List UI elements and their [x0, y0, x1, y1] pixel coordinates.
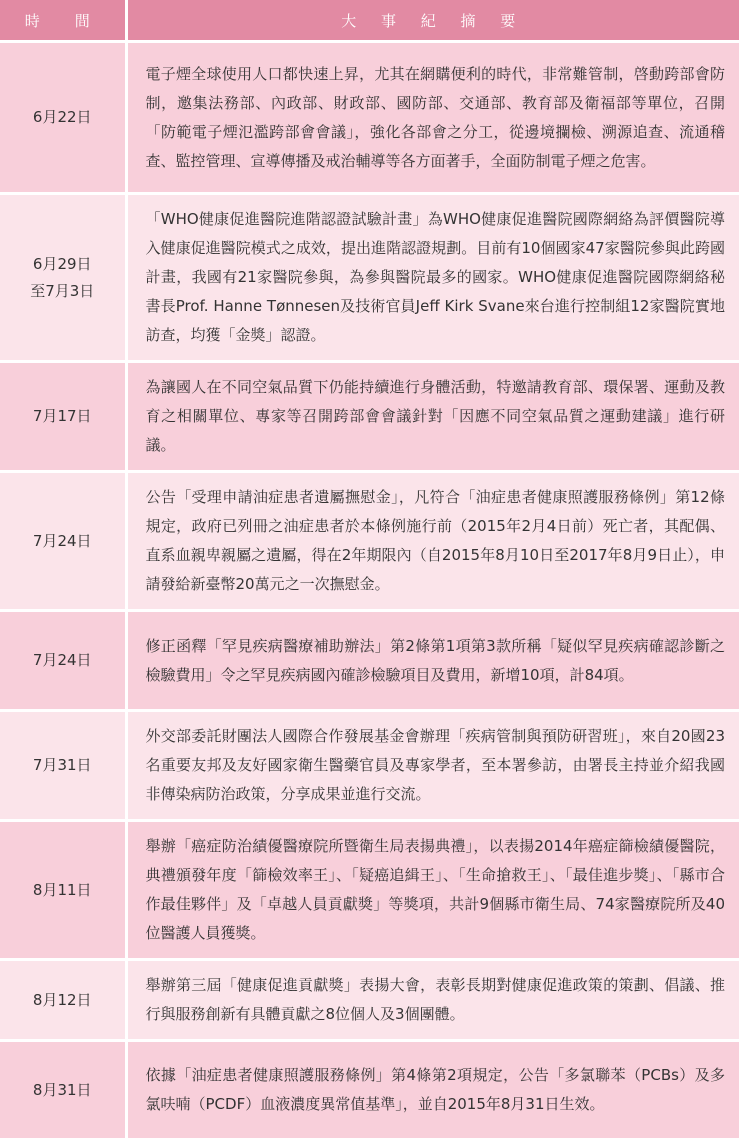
table-row — [0, 611, 739, 711]
table-row — [0, 960, 739, 1041]
event-description: 為讓國人在不同空氣品質下仍能持續進行身體活動，特邀請教育部、環保署、運動及教育之相關單位、專家等召開跨部會會議針對「因應不同空氣品質之運動建議」進行研議。 — [126, 362, 739, 472]
date-text: 8月11日 — [32, 880, 92, 899]
date-text: 6月22日 — [32, 108, 92, 126]
date-cell — [0, 42, 126, 194]
table-row — [0, 1041, 739, 1140]
event-description: 舉辦「癌症防治績優醫療院所暨衛生局表揚典禮」，以表揚2014年癌症篩檢績優醫院，典禮頒發年度「篩檢效率王」、「疑癌追緝王」、「生命搶救王」、「最佳進步獎」、「縣市合作最佳夥伴」及「卓越人員貢獻獎」等獎項，共計9個縣市衛生局、74家醫療院所及40位醫護人員獲獎。 — [126, 821, 739, 960]
date-column-header: 時 間 — [0, 0, 126, 42]
date-text: 7月24日 — [32, 651, 92, 669]
date-text: 7月31日 — [32, 756, 92, 774]
event-description: 電子煙全球使用人口都快速上昇，尤其在網購便利的時代，非常難管制，啓動跨部會防制，邀集法務部、內政部、財政部、國防部、交通部、教育部及衛福部等單位，召開「防範電子煙氾濫跨部會會議」，強化各部會之分工，從邊境攔檢、溯源追查、流通稽查、監控管理、宣導傳播及戒治輔導等各方面著手，全面防制電子煙之危害。 — [126, 42, 739, 194]
date-cell — [0, 821, 126, 960]
event-description: 修正函釋「罕見疾病醫療補助辦法」第2條第1項第3款所稱「疑似罕見疾病確認診斷之檢驗費用」令之罕見疾病國內確診檢驗項目及費用，新增10項，計84項。 — [126, 611, 739, 711]
table-row — [0, 711, 739, 821]
table-row — [0, 472, 739, 611]
date-cell — [0, 960, 126, 1041]
table-row — [0, 194, 739, 362]
date-text: 6月29日 — [32, 254, 92, 273]
date-cell — [0, 194, 126, 362]
event-column-header: 大 事 紀 摘 要 — [126, 0, 739, 42]
event-description: 「WHO健康促進醫院進階認證試驗計畫」為WHO健康促進醫院國際網絡為評價醫院導入健康促進醫院模式之成效，提出進階認證規劃。目前有10個國家47家醫院參與此跨國計畫，我國有21家醫院參與，為參與醫院最多的國家。WHO健康促進醫院國際網絡秘書長Prof. Hanne Tønnesen及技術官員Jeff Kirk Svane來台進行控制組12家醫院實地訪查，均獲「金獎」認證。 — [126, 194, 739, 362]
table-row — [0, 42, 739, 194]
date-text: 7月24日 — [32, 531, 92, 550]
table-header — [0, 0, 739, 42]
date-text: 8月12日 — [32, 990, 92, 1009]
date-cell — [0, 472, 126, 611]
table-row — [0, 362, 739, 472]
event-description: 外交部委託財團法人國際合作發展基金會辦理「疾病管制與預防研習班」，來自20國23名重要友邦及友好國家衛生醫藥官員及專家學者，至本署參訪，由署長主持並介紹我國非傳染病防治政策，分享成果並進行交流。 — [126, 711, 739, 821]
date-cell — [0, 362, 126, 472]
date-cell — [0, 711, 126, 821]
event-description: 舉辦第三屆「健康促進貢獻獎」表揚大會，表彰長期對健康促進政策的策劃、倡議、推行與服務創新有具體貢獻之8位個人及3個團體。 — [126, 960, 739, 1041]
table-row — [0, 821, 739, 960]
date-text: 7月17日 — [32, 407, 92, 425]
event-description: 依據「油症患者健康照護服務條例」第4條第2項規定，公告「多氯聯苯（PCBs）及多氯呋喃（PCDF）血液濃度異常值基準」，並自2015年8月31日生效。 — [126, 1041, 739, 1140]
date-text-line2: 至7月3日 — [30, 281, 95, 300]
event-description: 公告「受理申請油症患者遺屬撫慰金」，凡符合「油症患者健康照護服務條例」第12條規定，政府已列冊之油症患者於本條例施行前（2015年2月4日前）死亡者，其配偶、直系血親卑親屬之遺屬，得在2年期限內（自2015年8月10日至2017年8月9日止），申請發給新臺幣20萬元之一次撫慰金。 — [126, 472, 739, 611]
date-text: 8月31日 — [32, 1080, 92, 1099]
date-cell — [0, 1041, 126, 1140]
date-cell — [0, 611, 126, 711]
